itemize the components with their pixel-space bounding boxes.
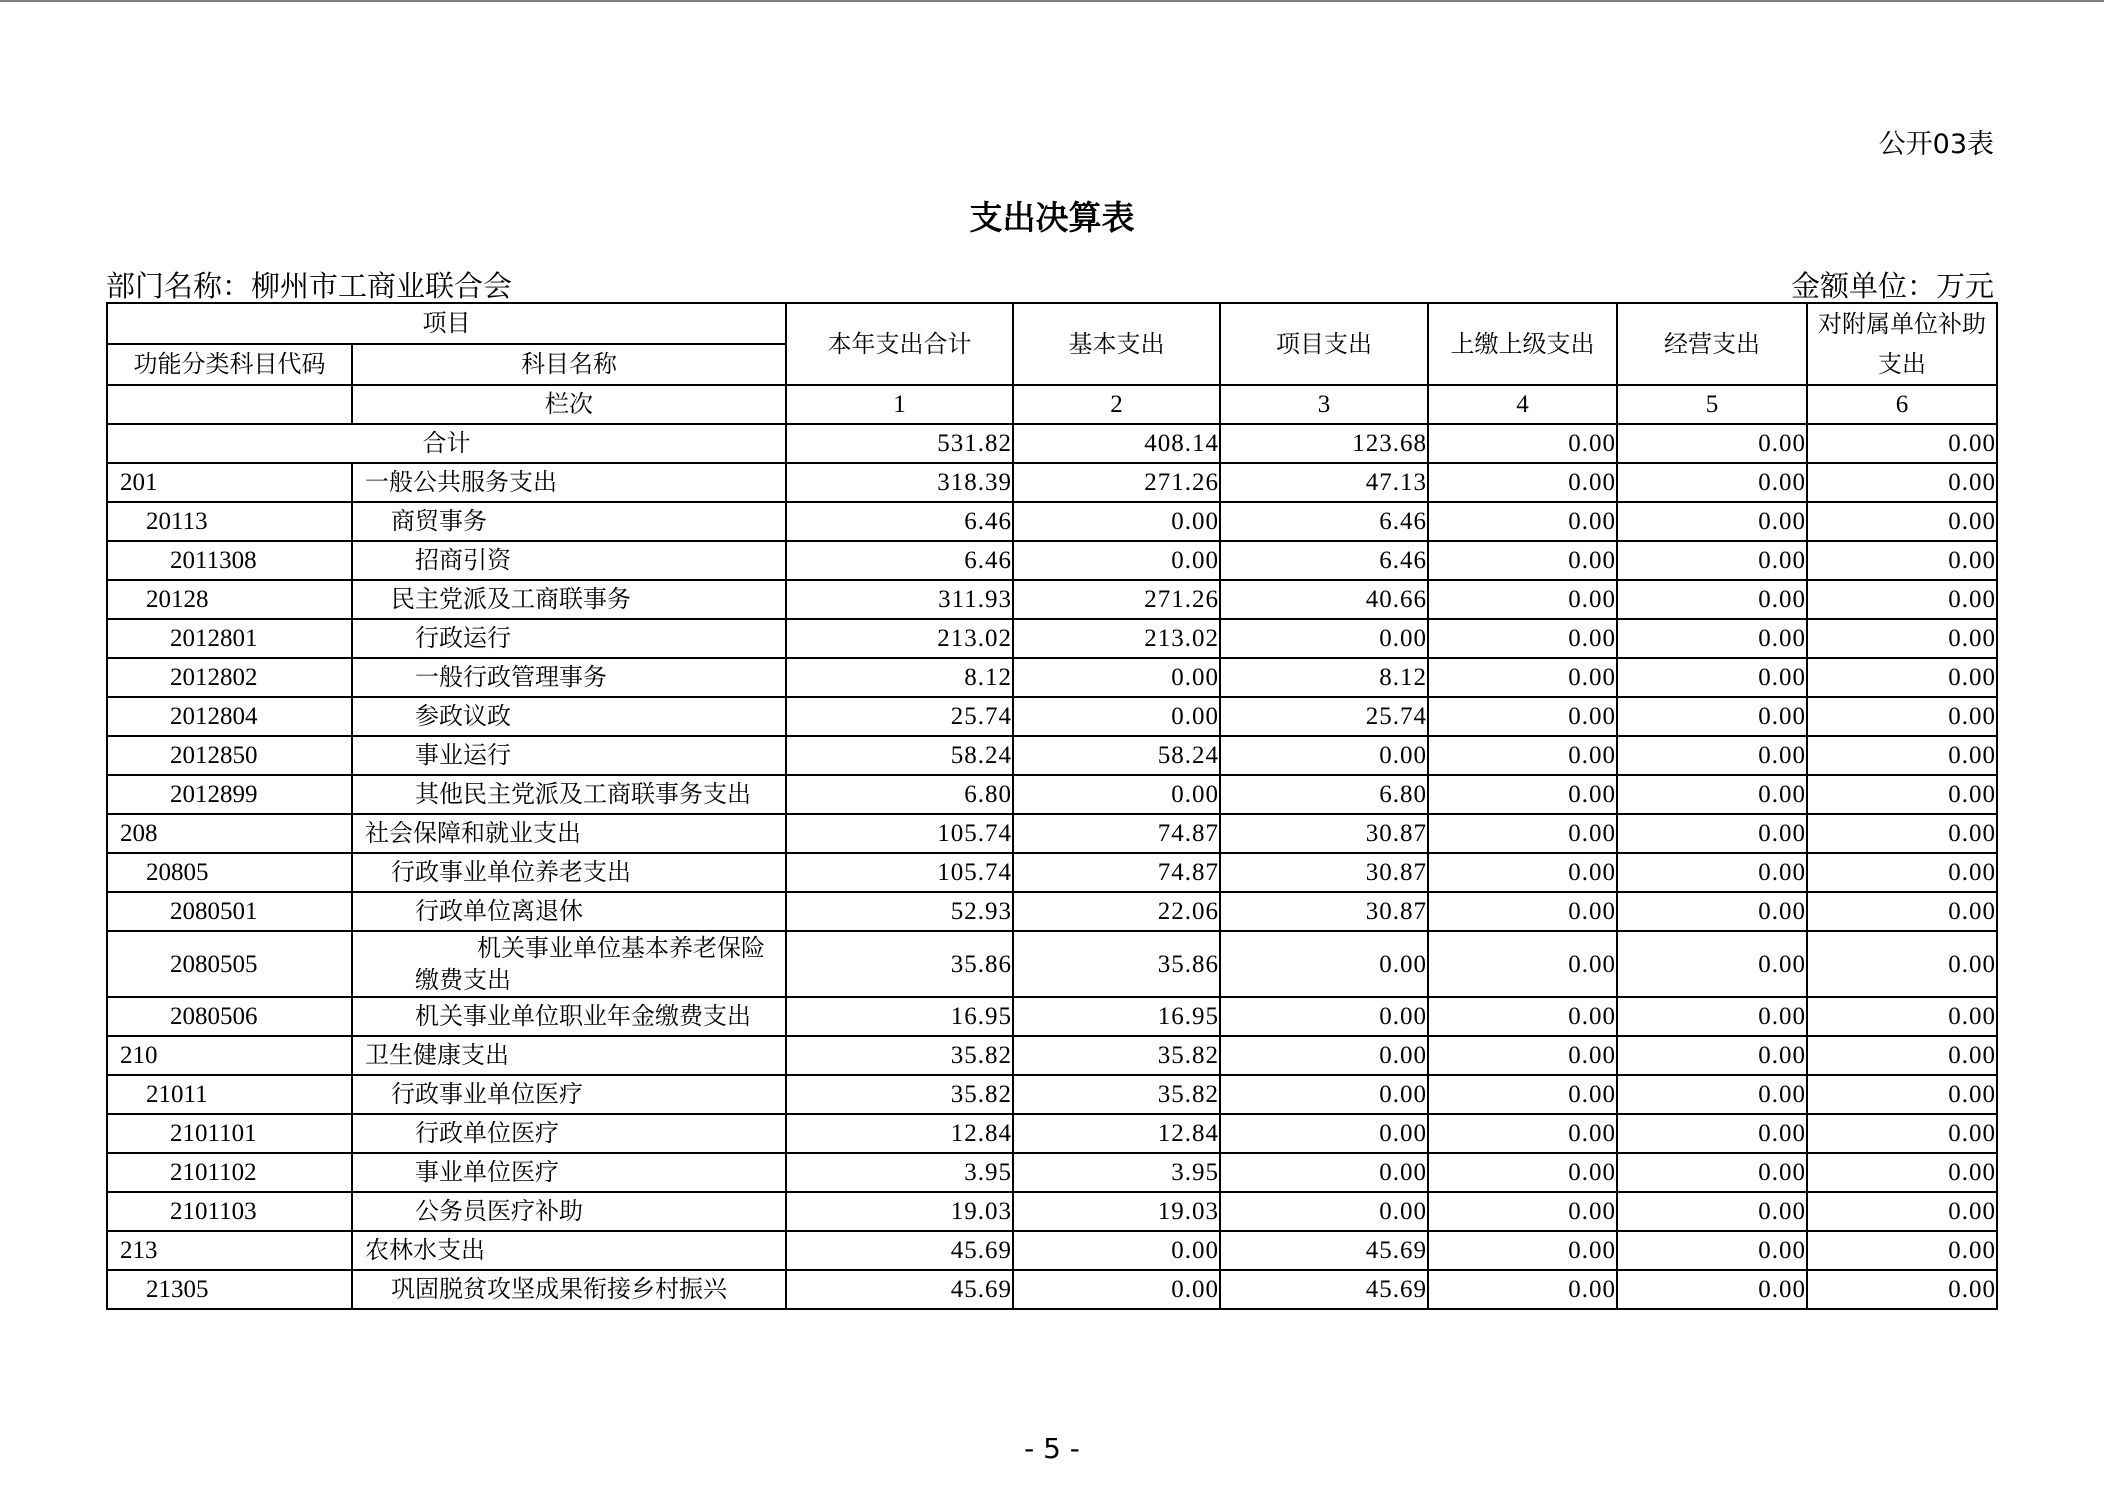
subject-name: 参政议政 <box>352 697 786 736</box>
amount-cell: 35.82 <box>786 1036 1013 1075</box>
amount-cell: 25.74 <box>786 697 1013 736</box>
amount-cell: 0.00 <box>1428 814 1617 853</box>
amount-cell: 58.24 <box>786 736 1013 775</box>
subject-code: 20128 <box>107 580 352 619</box>
table-row <box>107 697 1997 736</box>
amount-cell: 19.03 <box>786 1192 1013 1231</box>
subject-name: 公务员医疗补助 <box>352 1192 786 1231</box>
amount-cell: 35.82 <box>786 1075 1013 1114</box>
amount-cell: 3.95 <box>786 1153 1013 1192</box>
subject-code: 2080506 <box>107 997 352 1036</box>
header-lanci: 栏次 <box>352 385 786 424</box>
header-col3: 项目支出 <box>1220 303 1428 385</box>
subject-code: 2101102 <box>107 1153 352 1192</box>
amount-cell: 0.00 <box>1807 736 1997 775</box>
amount-cell: 0.00 <box>1220 1075 1428 1114</box>
table-row <box>107 853 1997 892</box>
table-row <box>107 619 1997 658</box>
amount-cell: 35.82 <box>1013 1075 1220 1114</box>
table-row <box>107 931 1997 997</box>
amount-cell: 6.46 <box>1220 502 1428 541</box>
subject-name: 其他民主党派及工商联事务支出 <box>352 775 786 814</box>
amount-cell: 58.24 <box>1013 736 1220 775</box>
amount-cell: 0.00 <box>1807 1270 1997 1309</box>
subject-code: 2101101 <box>107 1114 352 1153</box>
amount-cell: 0.00 <box>1807 463 1997 502</box>
amount-cell: 271.26 <box>1013 463 1220 502</box>
amount-cell: 0.00 <box>1617 619 1807 658</box>
amount-cell: 6.80 <box>1220 775 1428 814</box>
amount-cell: 0.00 <box>1807 853 1997 892</box>
amount-cell: 0.00 <box>1807 931 1997 997</box>
amount-cell: 40.66 <box>1220 580 1428 619</box>
subject-code: 20113 <box>107 502 352 541</box>
subject-name: 招商引资 <box>352 541 786 580</box>
amount-cell: 0.00 <box>1807 502 1997 541</box>
subject-name: 农林水支出 <box>352 1231 786 1270</box>
header-name: 科目名称 <box>352 344 786 385</box>
amount-cell: 0.00 <box>1807 1192 1997 1231</box>
amount-cell: 0.00 <box>1220 619 1428 658</box>
table-body <box>107 424 1997 1309</box>
amount-cell: 45.69 <box>786 1270 1013 1309</box>
amount-cell: 0.00 <box>1807 892 1997 931</box>
col-num-4: 4 <box>1428 385 1617 424</box>
subject-name: 行政单位离退休 <box>352 892 786 931</box>
col-num-6: 6 <box>1807 385 1997 424</box>
header-col1: 本年支出合计 <box>786 303 1013 385</box>
amount-cell: 0.00 <box>1807 658 1997 697</box>
amount-cell: 105.74 <box>786 814 1013 853</box>
amount-cell: 22.06 <box>1013 892 1220 931</box>
table-row <box>107 463 1997 502</box>
subject-name: 行政事业单位养老支出 <box>352 853 786 892</box>
amount-cell: 74.87 <box>1013 853 1220 892</box>
amount-cell: 0.00 <box>1220 997 1428 1036</box>
amount-cell: 0.00 <box>1807 619 1997 658</box>
total-value: 0.00 <box>1617 424 1807 463</box>
header-col6: 对附属单位补助支出 <box>1807 303 1997 385</box>
table-row <box>107 502 1997 541</box>
col-num-2: 2 <box>1013 385 1220 424</box>
amount-cell: 0.00 <box>1617 1036 1807 1075</box>
col-num-3: 3 <box>1220 385 1428 424</box>
header-col2: 基本支出 <box>1013 303 1220 385</box>
amount-cell: 47.13 <box>1220 463 1428 502</box>
amount-cell: 0.00 <box>1617 1231 1807 1270</box>
amount-cell: 0.00 <box>1013 1270 1220 1309</box>
amount-cell: 45.69 <box>1220 1231 1428 1270</box>
subject-name: 社会保障和就业支出 <box>352 814 786 853</box>
subject-name: 机关事业单位职业年金缴费支出 <box>352 997 786 1036</box>
document-title: 支出决算表 <box>969 198 1135 237</box>
table-row <box>107 541 1997 580</box>
amount-cell: 0.00 <box>1013 658 1220 697</box>
amount-cell: 0.00 <box>1617 1075 1807 1114</box>
amount-cell: 271.26 <box>1013 580 1220 619</box>
amount-cell: 3.95 <box>1013 1153 1220 1192</box>
subject-name: 事业单位医疗 <box>352 1153 786 1192</box>
amount-cell: 0.00 <box>1807 541 1997 580</box>
top-border-line <box>0 0 2104 2</box>
amount-cell: 0.00 <box>1220 736 1428 775</box>
amount-cell: 0.00 <box>1013 541 1220 580</box>
amount-cell: 6.80 <box>786 775 1013 814</box>
amount-cell: 0.00 <box>1428 775 1617 814</box>
subject-name: 行政事业单位医疗 <box>352 1075 786 1114</box>
subject-name: 商贸事务 <box>352 502 786 541</box>
expenditure-table <box>106 302 1998 1310</box>
subject-code: 208 <box>107 814 352 853</box>
table-row <box>107 997 1997 1036</box>
amount-cell: 0.00 <box>1220 931 1428 997</box>
subject-name: 卫生健康支出 <box>352 1036 786 1075</box>
amount-cell: 0.00 <box>1807 1153 1997 1192</box>
amount-cell: 0.00 <box>1428 541 1617 580</box>
amount-cell: 0.00 <box>1617 1153 1807 1192</box>
table-row <box>107 736 1997 775</box>
subject-name: 巩固脱贫攻坚成果衔接乡村振兴 <box>352 1270 786 1309</box>
subject-code: 210 <box>107 1036 352 1075</box>
amount-cell: 0.00 <box>1617 736 1807 775</box>
table-row <box>107 1036 1997 1075</box>
form-code: 公开03表 <box>1878 129 1994 160</box>
amount-cell: 0.00 <box>1428 853 1617 892</box>
subject-code: 2101103 <box>107 1192 352 1231</box>
amount-cell: 0.00 <box>1617 997 1807 1036</box>
amount-cell: 0.00 <box>1617 502 1807 541</box>
amount-cell: 0.00 <box>1617 541 1807 580</box>
subject-name: 一般行政管理事务 <box>352 658 786 697</box>
amount-cell: 311.93 <box>786 580 1013 619</box>
amount-cell: 6.46 <box>1220 541 1428 580</box>
amount-cell: 0.00 <box>1013 775 1220 814</box>
header-col5: 经营支出 <box>1617 303 1807 385</box>
amount-cell: 213.02 <box>786 619 1013 658</box>
amount-cell: 0.00 <box>1617 463 1807 502</box>
total-value: 0.00 <box>1807 424 1997 463</box>
amount-cell: 45.69 <box>1220 1270 1428 1309</box>
subject-code: 2012802 <box>107 658 352 697</box>
amount-cell: 6.46 <box>786 541 1013 580</box>
table-row <box>107 892 1997 931</box>
total-row <box>107 424 1997 463</box>
col-num-5: 5 <box>1617 385 1807 424</box>
amount-cell: 6.46 <box>786 502 1013 541</box>
subject-code: 2080505 <box>107 931 352 997</box>
amount-cell: 105.74 <box>786 853 1013 892</box>
amount-cell: 0.00 <box>1807 1075 1997 1114</box>
amount-cell: 0.00 <box>1617 697 1807 736</box>
subject-code: 21305 <box>107 1270 352 1309</box>
subject-name: 机关事业单位基本养老保险缴费支出 <box>352 931 786 997</box>
amount-cell: 0.00 <box>1428 1270 1617 1309</box>
amount-cell: 0.00 <box>1807 775 1997 814</box>
amount-cell: 0.00 <box>1013 1231 1220 1270</box>
amount-cell: 0.00 <box>1428 619 1617 658</box>
total-value: 0.00 <box>1428 424 1617 463</box>
col-num-1: 1 <box>786 385 1013 424</box>
amount-cell: 8.12 <box>786 658 1013 697</box>
amount-cell: 0.00 <box>1428 1114 1617 1153</box>
amount-cell: 213.02 <box>1013 619 1220 658</box>
amount-cell: 35.86 <box>786 931 1013 997</box>
table-row <box>107 1153 1997 1192</box>
subject-code: 213 <box>107 1231 352 1270</box>
subject-code: 20805 <box>107 853 352 892</box>
table-row <box>107 580 1997 619</box>
amount-cell: 35.86 <box>1013 931 1220 997</box>
header-code: 功能分类科目代码 <box>107 344 352 385</box>
amount-cell: 0.00 <box>1220 1114 1428 1153</box>
subject-name: 行政运行 <box>352 619 786 658</box>
amount-cell: 0.00 <box>1617 775 1807 814</box>
amount-cell: 30.87 <box>1220 892 1428 931</box>
subject-code: 21011 <box>107 1075 352 1114</box>
table-row <box>107 1192 1997 1231</box>
amount-cell: 0.00 <box>1220 1153 1428 1192</box>
subject-code: 2012801 <box>107 619 352 658</box>
table-row <box>107 658 1997 697</box>
amount-cell: 0.00 <box>1013 502 1220 541</box>
amount-cell: 0.00 <box>1617 1192 1807 1231</box>
amount-cell: 30.87 <box>1220 853 1428 892</box>
amount-cell: 12.84 <box>786 1114 1013 1153</box>
amount-cell: 0.00 <box>1617 658 1807 697</box>
amount-cell: 0.00 <box>1428 931 1617 997</box>
amount-cell: 0.00 <box>1617 931 1807 997</box>
amount-cell: 19.03 <box>1013 1192 1220 1231</box>
subject-name: 行政单位医疗 <box>352 1114 786 1153</box>
header-col4: 上缴上级支出 <box>1428 303 1617 385</box>
amount-cell: 0.00 <box>1807 1231 1997 1270</box>
header-item: 项目 <box>107 303 786 344</box>
total-value: 531.82 <box>786 424 1013 463</box>
lanci-blank-cell <box>107 385 352 424</box>
amount-cell: 0.00 <box>1428 1192 1617 1231</box>
subject-code: 201 <box>107 463 352 502</box>
subject-name: 事业运行 <box>352 736 786 775</box>
amount-cell: 0.00 <box>1807 997 1997 1036</box>
amount-cell: 0.00 <box>1220 1036 1428 1075</box>
subject-name: 民主党派及工商联事务 <box>352 580 786 619</box>
amount-cell: 0.00 <box>1428 502 1617 541</box>
subject-code: 2012899 <box>107 775 352 814</box>
amount-cell: 35.82 <box>1013 1036 1220 1075</box>
amount-cell: 0.00 <box>1428 1075 1617 1114</box>
amount-cell: 0.00 <box>1428 736 1617 775</box>
amount-cell: 16.95 <box>1013 997 1220 1036</box>
amount-cell: 45.69 <box>786 1231 1013 1270</box>
subject-code: 2012804 <box>107 697 352 736</box>
amount-cell: 0.00 <box>1428 463 1617 502</box>
amount-cell: 0.00 <box>1807 1114 1997 1153</box>
table-row <box>107 775 1997 814</box>
amount-cell: 0.00 <box>1807 580 1997 619</box>
amount-cell: 0.00 <box>1428 892 1617 931</box>
amount-cell: 16.95 <box>786 997 1013 1036</box>
amount-cell: 8.12 <box>1220 658 1428 697</box>
department-name: 部门名称：柳州市工商业联合会 <box>106 269 513 303</box>
table-row <box>107 1075 1997 1114</box>
table-row <box>107 1231 1997 1270</box>
subject-name: 一般公共服务支出 <box>352 463 786 502</box>
amount-cell: 0.00 <box>1807 697 1997 736</box>
amount-cell: 0.00 <box>1617 853 1807 892</box>
subject-code: 2012850 <box>107 736 352 775</box>
amount-cell: 0.00 <box>1617 814 1807 853</box>
amount-cell: 74.87 <box>1013 814 1220 853</box>
total-value: 123.68 <box>1220 424 1428 463</box>
amount-cell: 0.00 <box>1807 814 1997 853</box>
subject-code: 2080501 <box>107 892 352 931</box>
amount-cell: 0.00 <box>1013 697 1220 736</box>
amount-cell: 52.93 <box>786 892 1013 931</box>
total-label: 合计 <box>107 424 786 463</box>
amount-cell: 0.00 <box>1428 1036 1617 1075</box>
amount-cell: 0.00 <box>1617 892 1807 931</box>
amount-cell: 318.39 <box>786 463 1013 502</box>
page-number: - 5 - <box>1024 1432 1080 1465</box>
table-row <box>107 1270 1997 1309</box>
amount-unit: 金额单位：万元 <box>1790 269 1994 303</box>
amount-cell: 0.00 <box>1428 697 1617 736</box>
table-row <box>107 814 1997 853</box>
amount-cell: 0.00 <box>1428 658 1617 697</box>
amount-cell: 0.00 <box>1617 580 1807 619</box>
amount-cell: 0.00 <box>1428 997 1617 1036</box>
amount-cell: 0.00 <box>1617 1114 1807 1153</box>
amount-cell: 0.00 <box>1428 1153 1617 1192</box>
amount-cell: 25.74 <box>1220 697 1428 736</box>
amount-cell: 0.00 <box>1428 580 1617 619</box>
amount-cell: 0.00 <box>1807 1036 1997 1075</box>
amount-cell: 0.00 <box>1428 1231 1617 1270</box>
amount-cell: 30.87 <box>1220 814 1428 853</box>
subject-code: 2011308 <box>107 541 352 580</box>
amount-cell: 0.00 <box>1617 1270 1807 1309</box>
table-row <box>107 1114 1997 1153</box>
amount-cell: 12.84 <box>1013 1114 1220 1153</box>
total-value: 408.14 <box>1013 424 1220 463</box>
amount-cell: 0.00 <box>1220 1192 1428 1231</box>
